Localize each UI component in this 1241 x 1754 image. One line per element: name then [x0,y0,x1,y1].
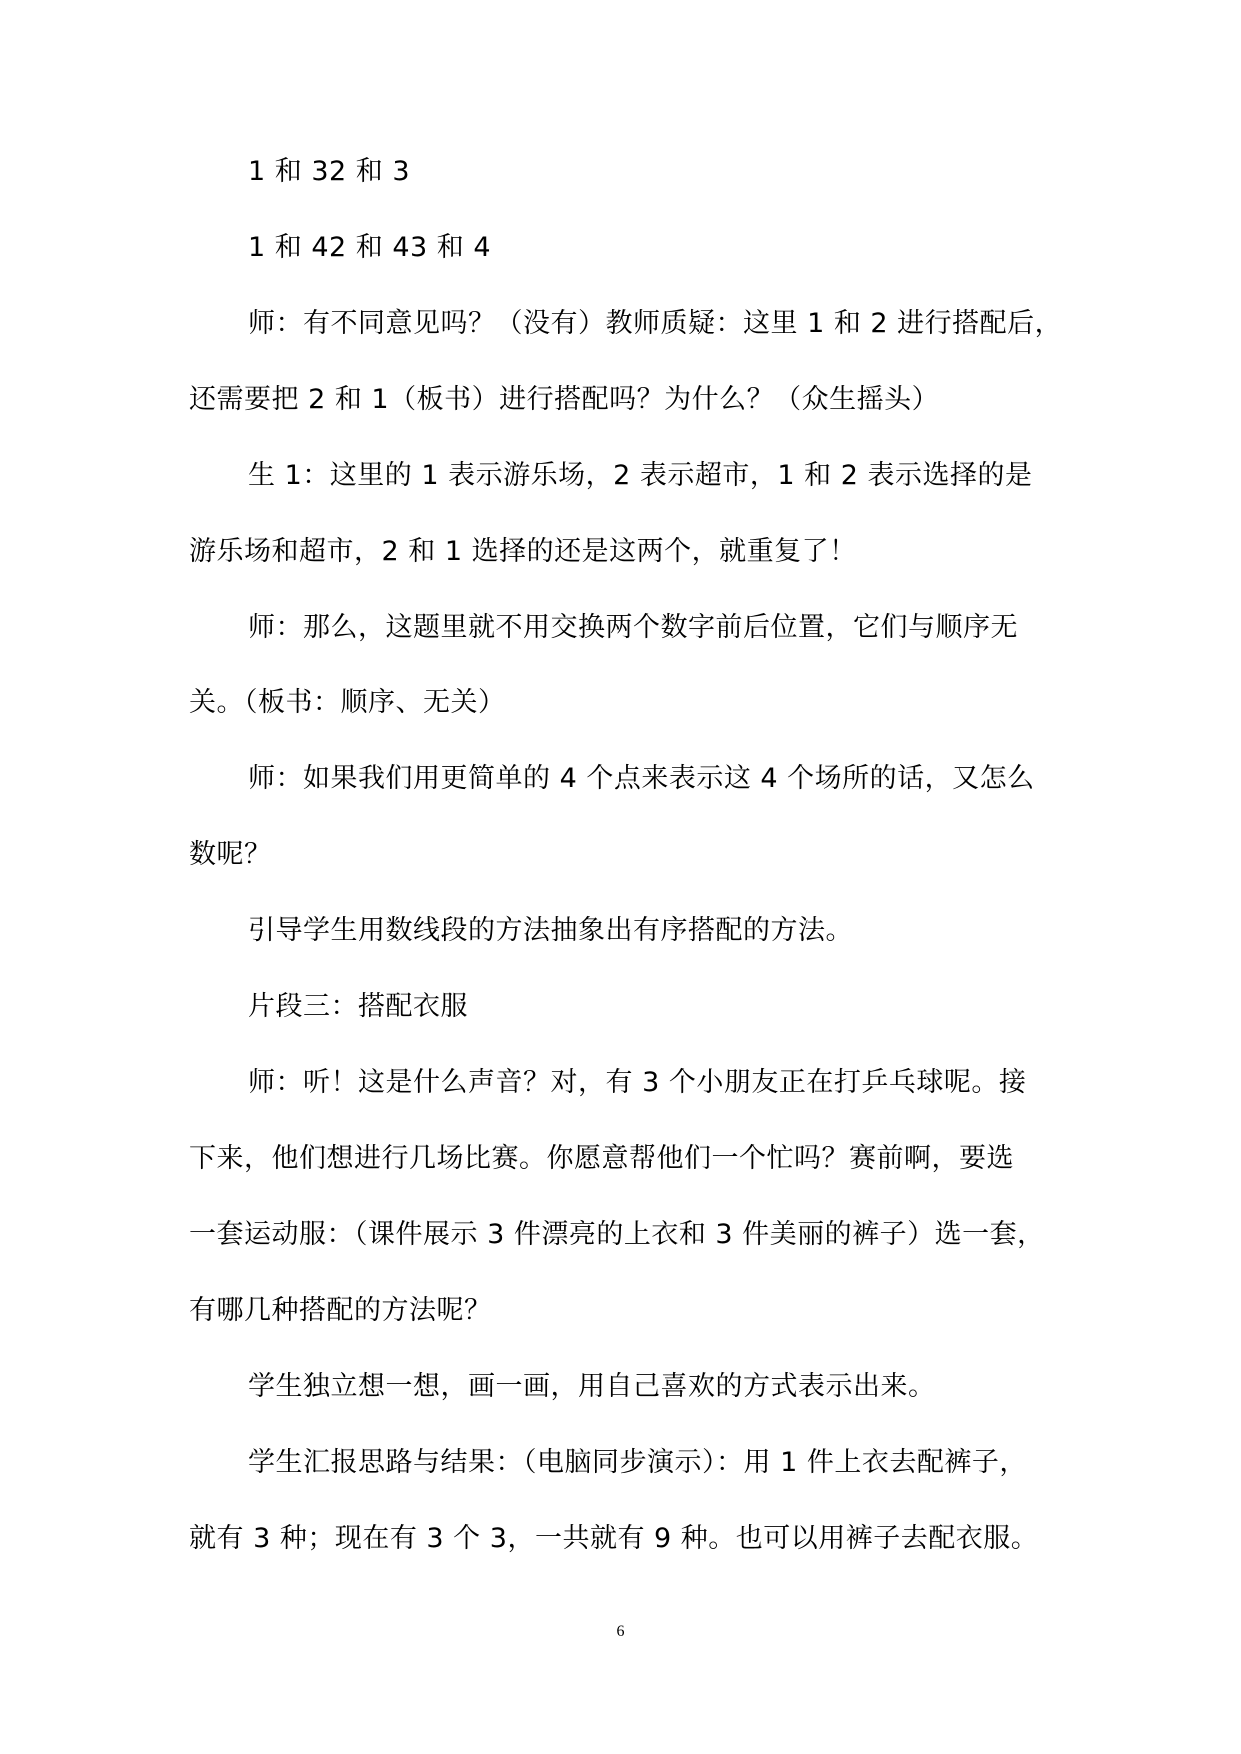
text-line-4: 还需要把 2 和 1（板书）进行搭配吗？为什么？（众生摇头） [189,384,940,415]
text-line-10: 数呢？ [189,839,272,870]
text-line-16: 有哪几种搭配的方法呢？ [189,1295,492,1326]
text-line-11: 引导学生用数线段的方法抽象出有序搭配的方法。 [248,915,853,946]
text-line-7: 师：那么，这题里就不用交换两个数字前后位置，它们与顺序无 [248,612,1018,643]
text-line-15: 一套运动服：（课件展示 3 件漂亮的上衣和 3 件美丽的裤子）选一套， [189,1219,1045,1250]
text-line-2: 1 和 42 和 43 和 4 [248,232,492,263]
text-line-5: 生 1：这里的 1 表示游乐场，2 表示超市，1 和 2 表示选择的是 [248,460,1033,491]
text-line-18: 学生汇报思路与结果：（电脑同步演示）：用 1 件上衣去配裤子， [248,1447,1027,1478]
text-line-9: 师：如果我们用更简单的 4 个点来表示这 4 个场所的话，又怎么 [248,763,1035,794]
text-line-3: 师：有不同意见吗？（没有）教师质疑：这里 1 和 2 进行搭配后， [248,308,1063,339]
text-line-14: 下来，他们想进行几场比赛。你愿意帮他们一个忙吗？赛前啊，要选 [189,1143,1014,1174]
text-line-19: 就有 3 种；现在有 3 个 3，一共就有 9 种。也可以用裤子去配衣服。 [189,1523,1039,1554]
section-heading: 片段三：搭配衣服 [248,991,468,1022]
text-line-8: 关。（板书：顺序、无关） [189,687,506,718]
text-line-1: 1 和 32 和 3 [248,156,411,187]
text-line-17: 学生独立想一想，画一画，用自己喜欢的方式表示出来。 [248,1371,936,1402]
page-number: 6 [616,1623,625,1640]
text-line-13: 师：听！这是什么声音？对，有 3 个小朋友正在打乒乓球呢。接 [248,1067,1027,1098]
text-line-6: 游乐场和超市，2 和 1 选择的还是这两个，就重复了！ [189,536,857,567]
